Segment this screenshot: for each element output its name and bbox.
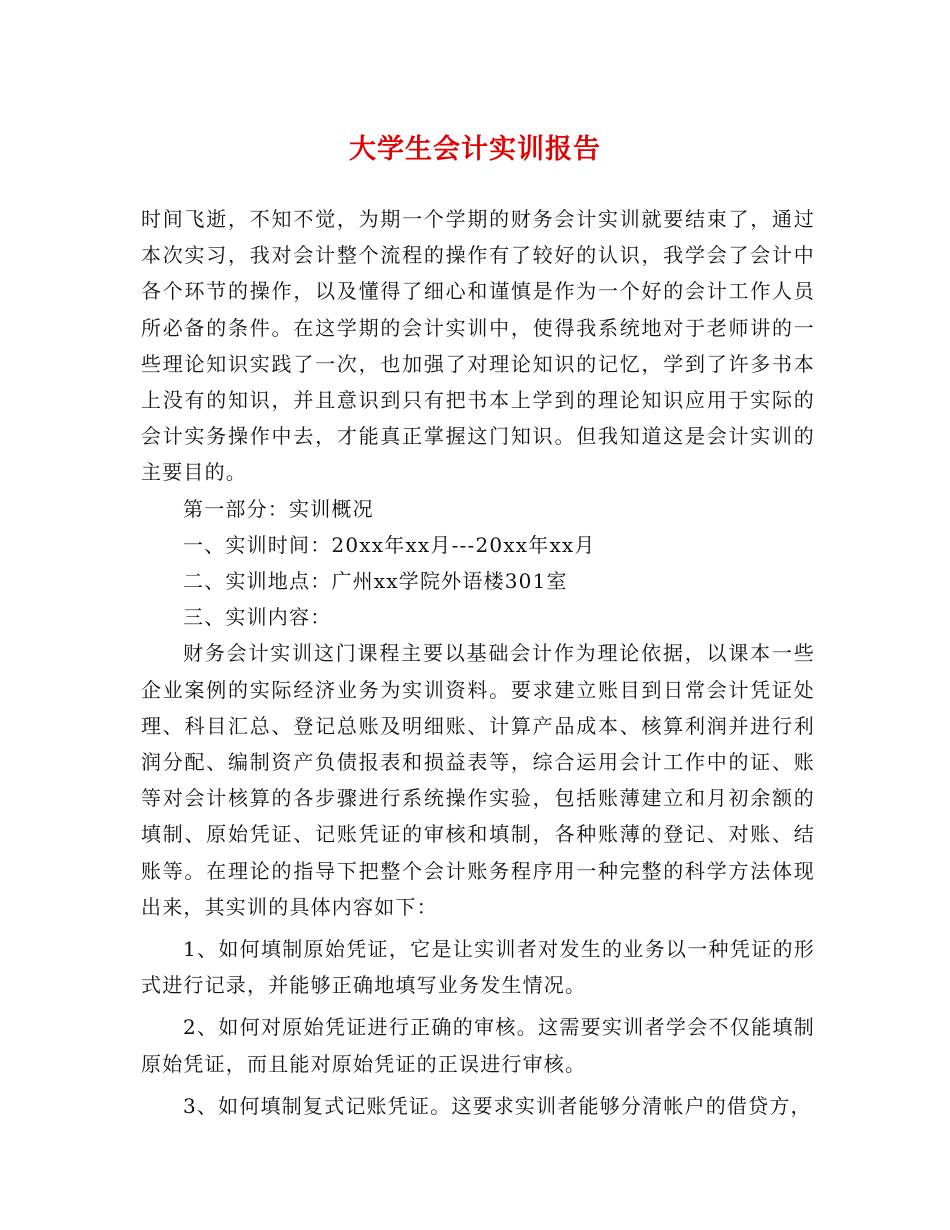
content-paragraph: 财务会计实训这门课程主要以基础会计作为理论依据，以课本一些企业案例的实际经济业务为实训资料。要求建立账目到日常会计凭证处理、科目汇总、登记总账及明细账、计算产品成本、核算利润并进行利润分配、编制资产负债报表和损益表等，综合运用会计工作中的证、账等对会计核算的各步骤进行系统操作实验，包括账薄建立和月初余额的填制、原始凭证、记账凭证的审核和填制，各种账薄的登记、对账、结账等。在理论的指导下把整个会计账务程序用一种完整的科学方法体现出来，其实训的具体内容如下：: [141, 641, 815, 919]
training-place: 二、实训地点：广州xx学院外语楼301室: [183, 569, 568, 594]
document-title: 大学生会计实训报告: [349, 134, 601, 165]
intro-paragraph: 时间飞逝，不知不觉，为期一个学期的财务会计实训就要结束了，通过本次实习，我对会计整个流程的操作有了较好的认识，我学会了会计中各个环节的操作，以及懂得了细心和谨慎是作为一个好的会计工作人员所必备的条件。在这学期的会计实训中，使得我系统地对于老师讲的一些理论知识实践了一次，也加强了对理论知识的记忆，学到了许多书本上没有的知识，并且意识到只有把书本上学到的理论知识应用于实际的会计实务操作中去，才能真正掌握这门知识。但我知道这是会计实训的主要目的。: [141, 207, 815, 485]
document-body: [141, 201, 815, 1124]
part-heading: 第一部分：实训概况: [183, 496, 374, 521]
list-item-2: 2、如何对原始凭证进行正确的审核。这需要实训者学会不仅能填制原始凭证，而且能对原始凭证的正误进行审核。: [141, 1015, 815, 1076]
content-heading: 三、实训内容：: [183, 605, 332, 630]
list-item-3: 3、如何填制复式记账凭证。这要求实训者能够分清帐户的借贷方，: [183, 1093, 812, 1118]
training-time: 一、实训时间：20xx年xx月---20xx年xx月: [183, 532, 596, 557]
list-item-1: 1、如何填制原始凭证，它是让实训者对发生的业务以一种凭证的形式进行记录，并能够正确地填写业务发生情况。: [141, 937, 815, 998]
